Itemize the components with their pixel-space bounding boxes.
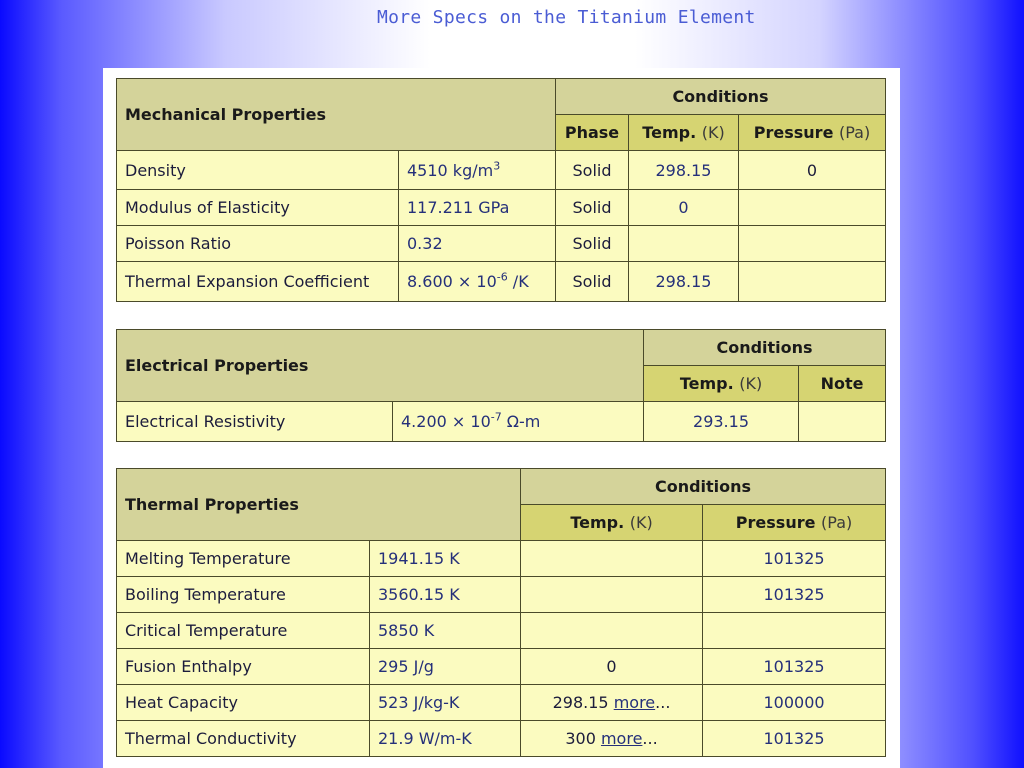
table-row: Electrical Resistivity $4.200 \times 10^{-7}$ Ω-m 293.15 xyxy=(117,402,886,442)
table-row: Critical Temperature 5850 K xyxy=(117,613,886,649)
mechanical-title: Mechanical Properties xyxy=(117,79,556,151)
phase-header: Phase xyxy=(556,115,629,151)
thermal-title: Thermal Properties xyxy=(117,469,521,541)
table-row: Heat Capacity 523 J/kg-K 298.15 more... 100000 xyxy=(117,685,886,721)
more-link[interactable]: more xyxy=(600,729,643,748)
table-row: Fusion Enthalpy 295 J/g 0 101325 xyxy=(117,649,886,685)
table-row: Density 4510 $kg/m^3$ Solid 298.15 0 xyxy=(117,151,886,190)
mechanical-conditions-header: Conditions xyxy=(556,79,886,115)
electrical-conditions-header: Conditions xyxy=(644,330,886,366)
slide-title: More Specs on the Titanium Element xyxy=(377,7,756,28)
table-row: Boiling Temperature 3560.15 K 101325 xyxy=(117,577,886,613)
table-row: Modulus of Elasticity 117.211 GPa Solid 0 xyxy=(117,190,886,226)
more-link[interactable]: more xyxy=(613,693,656,712)
mechanical-properties-table xyxy=(116,78,886,302)
thermal-properties-table xyxy=(116,468,886,757)
table-row: Poisson Ratio 0.32 Solid xyxy=(117,226,886,262)
note-header: Note xyxy=(799,366,886,402)
electrical-properties-table xyxy=(116,329,886,442)
temp-header: Temp. (K) xyxy=(644,366,799,402)
pressure-header: Pressure (Pa) xyxy=(703,505,886,541)
table-row: Melting Temperature 1941.15 K 101325 xyxy=(117,541,886,577)
temp-header: Temp. (K) xyxy=(629,115,739,151)
temp-header: Temp. (K) xyxy=(521,505,703,541)
electrical-title: Electrical Properties xyxy=(117,330,644,402)
thermal-conditions-header: Conditions xyxy=(521,469,886,505)
table-row: Thermal Conductivity 21.9 W/m-K 300 more... 101325 xyxy=(117,721,886,757)
pressure-header: Pressure (Pa) xyxy=(739,115,886,151)
table-row: Thermal Expansion Coefficient $8.600 \times 10^{-6}$ /K Solid 298.15 xyxy=(117,262,886,302)
